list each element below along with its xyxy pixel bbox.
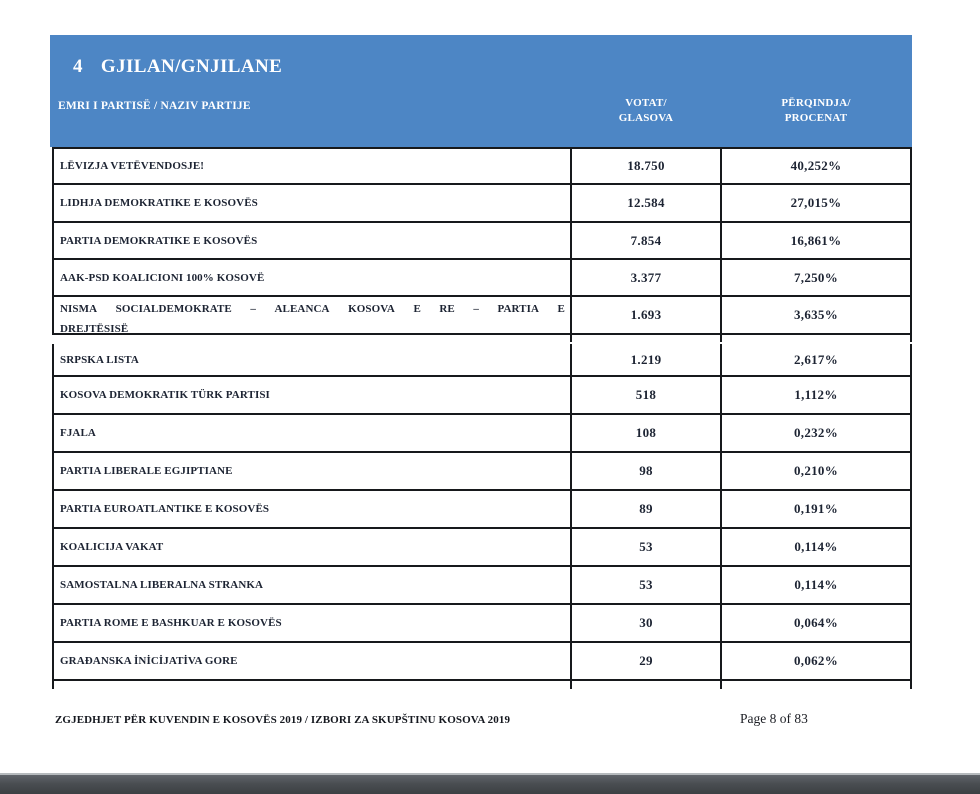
percent-cell: 2,617% [720, 344, 910, 375]
votes-cell: 30 [570, 605, 720, 641]
party-name-cell: AAK-PSD KOALICIONI 100% KOSOVË [60, 271, 265, 284]
votes-cell: 518 [570, 377, 720, 413]
percent-cell: 0,114% [720, 567, 910, 603]
table-row [54, 489, 910, 527]
party-name-cell: GRAĐANSKA İNİCİJATİVA GORE [60, 655, 238, 667]
column-border-stub [570, 335, 572, 342]
percent-cell: 0,062% [720, 643, 910, 679]
table-row [54, 344, 910, 375]
party-name-cell: PARTIA DEMOKRATIKE E KOSOVËS [60, 234, 258, 247]
table-row-cut-off [54, 679, 910, 689]
table-row [54, 375, 910, 413]
municipality-number: 4 [73, 56, 83, 77]
votes-cell: 53 [570, 529, 720, 565]
votes-cell: 1.693 [570, 297, 720, 333]
party-name-line2-struck-by-border: DREJTËSISË [60, 323, 129, 335]
party-name-cell: SAMOSTALNA LIBERALNA STRANKA [60, 579, 264, 591]
percent-cell: 0,064% [720, 605, 910, 641]
votes-cell: 1.219 [570, 344, 720, 375]
party-name-cell: LËVIZJA VETËVENDOSJE! [60, 160, 205, 172]
percent-column-header: PËRQINDJA/ PROCENAT [781, 97, 851, 124]
municipality-name: GJILAN/GNJILANE [100, 56, 283, 77]
percent-cell: 3,635% [720, 297, 910, 333]
table-row-split-by-page-break [54, 295, 910, 333]
table-header-band [50, 35, 912, 147]
percent-cell [720, 681, 910, 689]
party-name-cell: PARTIA LIBERALE EGJIPTIANE [60, 465, 233, 477]
results-table-block-1 [52, 147, 912, 335]
party-column-header: EMRI I PARTISË / NAZIV PARTIJE [58, 100, 251, 112]
table-row [54, 149, 910, 183]
table-row [54, 413, 910, 451]
party-name-cell: KOALICIJA VAKAT [60, 541, 164, 553]
party-name-line1: NISMA SOCIALDEMOKRATE – ALEANCA KOSOVA E RE – PARTIA E [60, 303, 565, 315]
percent-cell: 0,210% [720, 453, 910, 489]
table-row [54, 641, 910, 679]
votes-cell: 53 [570, 567, 720, 603]
percent-cell: 40,252% [720, 149, 910, 183]
percent-cell: 0,114% [720, 529, 910, 565]
votes-cell: 98 [570, 453, 720, 489]
municipality-title [73, 56, 282, 78]
votes-cell: 89 [570, 491, 720, 527]
votes-cell: 12.584 [570, 185, 720, 221]
column-border-stub [910, 335, 912, 342]
party-name-cell [54, 681, 570, 689]
party-name-cell: KOSOVA DEMOKRATIK TÜRK PARTISI [60, 389, 270, 401]
party-name-cell: LIDHJA DEMOKRATIKE E KOSOVËS [60, 197, 258, 209]
results-table-block-2 [52, 344, 912, 689]
table-row [54, 183, 910, 221]
table-row [54, 451, 910, 489]
percent-cell: 7,250% [720, 260, 910, 295]
table-row [54, 258, 910, 295]
table-row [54, 603, 910, 641]
party-name-cell: PARTIA ROME E BASHKUAR E KOSOVËS [60, 617, 282, 629]
window-bottom-bar [0, 773, 980, 794]
party-name-cell: SRPSKA LISTA [60, 353, 139, 366]
votes-cell: 29 [570, 643, 720, 679]
table-row [54, 221, 910, 258]
percent-cell: 27,015% [720, 185, 910, 221]
percent-cell: 1,112% [720, 377, 910, 413]
column-border-stub [720, 335, 722, 342]
table-row [54, 527, 910, 565]
percent-cell: 0,191% [720, 491, 910, 527]
party-name-cell [54, 297, 570, 333]
percent-cell: 0,232% [720, 415, 910, 451]
page-number-label: Page 8 of 83 [740, 711, 808, 726]
document-footer-title: ZGJEDHJET PËR KUVENDIN E KOSOVËS 2019 / IZBORI ZA SKUPŠTINU KOSOVA 2019 [55, 714, 511, 726]
votes-cell: 3.377 [570, 260, 720, 295]
votes-column-header: VOTAT/ GLASOVA [618, 97, 674, 124]
votes-cell: 108 [570, 415, 720, 451]
party-name-cell: FJALA [60, 427, 96, 439]
table-row [54, 565, 910, 603]
percent-cell: 16,861% [720, 223, 910, 258]
votes-cell: 7.854 [570, 223, 720, 258]
votes-cell [570, 681, 720, 689]
votes-cell: 18.750 [570, 149, 720, 183]
party-name-cell: PARTIA EUROATLANTIKE E KOSOVËS [60, 503, 270, 515]
